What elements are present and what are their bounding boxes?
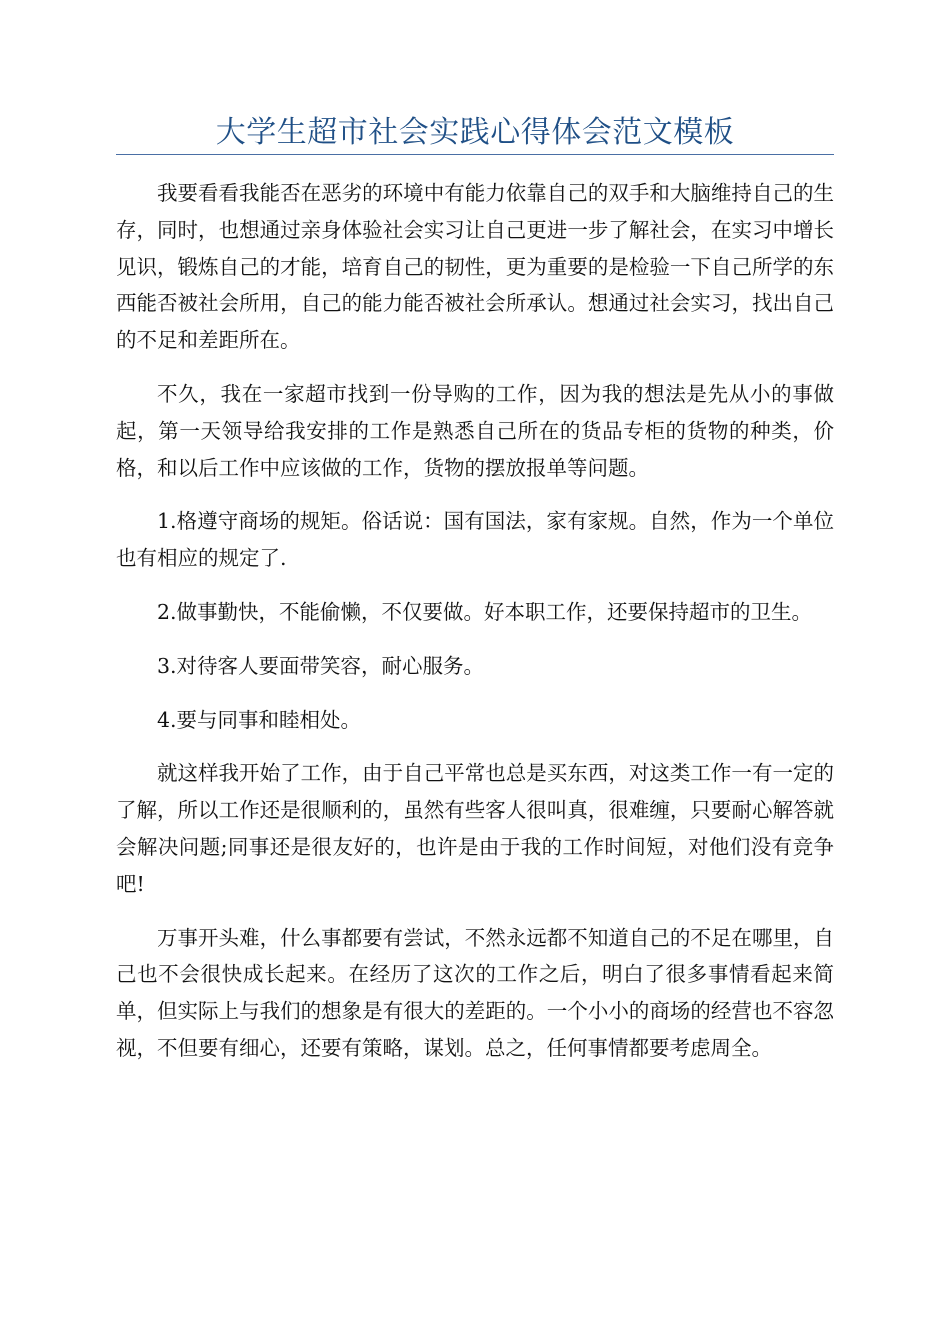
paragraph-2: 不久，我在一家超市找到一份导购的工作，因为我的想法是先从小的事做起，第一天领导给我安排的工作是熟悉自己所在的货品专柜的货物的种类，价格，和以后工作中应该做的工作，货物的摆放报单等问题。 bbox=[116, 381, 834, 480]
paragraph-4: 万事开头难，什么事都要有尝试，不然永远都不知道自己的不足在哪里，自己也不会很快成长起来。在经历了这次的工作之后，明白了很多事情看起来简单，但实际上与我们的想象是有很大的差距的。一个小小的商场的经营也不容忽视，不但要有细心，还要有策略，谋划。总之，任何事情都要考虑周全。 bbox=[116, 925, 834, 1060]
title-underline bbox=[116, 154, 834, 155]
document-body bbox=[116, 175, 834, 1084]
list-item-2: 2.做事勤快，不能偷懒，不仅要做。好本职工作，还要保持超市的卫生。 bbox=[157, 599, 813, 624]
paragraph-1: 我要看看我能否在恶劣的环境中有能力依靠自己的双手和大脑维持自己的生存，同时，也想通过亲身体验社会实习让自己更进一步了解社会，在实习中增长见识，锻炼自己的才能，培育自己的韧性，更为重要的是检验一下自己所学的东西能否被社会所用，自己的能力能否被社会所承认。想通过社会实习，找出自己的不足和差距所在。 bbox=[116, 181, 834, 353]
list-item-1: 1.格遵守商场的规矩。俗话说：国有国法，家有家规。自然，作为一个单位也有相应的规定了. bbox=[116, 509, 834, 571]
list-item-4: 4.要与同事和睦相处。 bbox=[157, 707, 362, 732]
document-title: 大学生超市社会实践心得体会范文模板 bbox=[215, 115, 735, 150]
list-item-3: 3.对待客人要面带笑容，耐心服务。 bbox=[157, 653, 485, 678]
paragraph-3: 就这样我开始了工作，由于自己平常也总是买东西，对这类工作一有一定的了解，所以工作还是很顺利的，虽然有些客人很叫真，很难缠，只要耐心解答就会解决问题;同事还是很友好的，也许是由于我的工作时间短，对他们没有竞争吧! bbox=[116, 761, 834, 896]
